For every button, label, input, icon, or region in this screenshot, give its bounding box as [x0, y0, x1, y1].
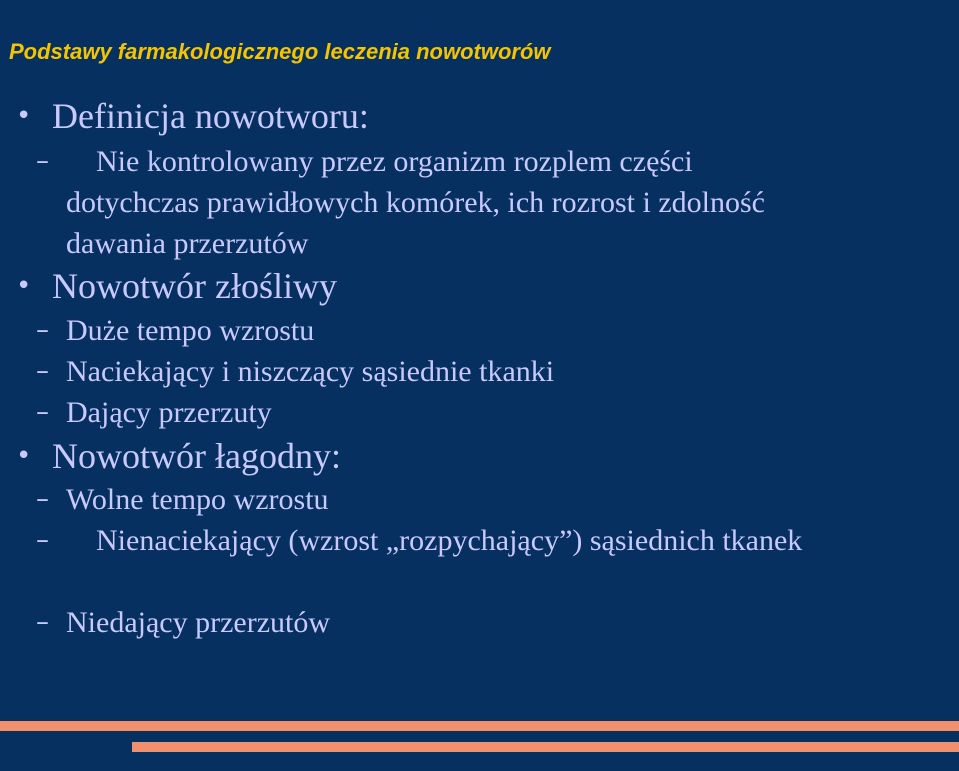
- bullet-marker: •: [16, 271, 32, 301]
- bullet-marker: •: [16, 441, 32, 471]
- sub-bullet-item: [36, 520, 826, 561]
- dash-marker: –: [36, 356, 49, 386]
- sub-bullet-item: [36, 392, 272, 433]
- sub-bullet-item: [36, 479, 329, 520]
- sub-bullet-item: [36, 351, 555, 392]
- bullet-text: Nowotwór złośliwy: [52, 266, 337, 306]
- bullet-item: [16, 96, 369, 136]
- decor-stripe-top: [0, 721, 959, 731]
- sub-bullet-text: Naciekający i niszczący sąsiednie tkanki: [66, 355, 555, 388]
- bullet-text: Definicja nowotworu:: [52, 96, 369, 136]
- bullet-item: [16, 436, 341, 476]
- sub-bullet-text: Dający przerzuty: [66, 396, 272, 429]
- sub-bullet-item: [36, 602, 331, 643]
- bullet-item: [16, 266, 337, 306]
- dash-marker: –: [36, 397, 49, 427]
- decor-stripe-bottom: [132, 742, 959, 752]
- bullet-marker: •: [16, 101, 32, 131]
- dash-marker: –: [36, 525, 49, 555]
- sub-bullet-text: Wolne tempo wzrostu: [66, 483, 329, 516]
- dash-marker: –: [36, 607, 49, 637]
- sub-bullet-text: Nie kontrolowany przez organizm rozplem części dotychczas prawidłowych komórek, ich rozrost i zdolność dawania przerzutów: [66, 145, 765, 260]
- sub-bullet-item: [36, 141, 826, 264]
- bullet-text: Nowotwór łagodny:: [52, 436, 341, 476]
- sub-bullet-text: Niedający przerzutów: [66, 606, 331, 639]
- dash-marker: –: [36, 146, 49, 176]
- slide-title: Podstawy farmakologicznego leczenia nowotworów: [9, 39, 551, 64]
- sub-bullet-text: Nienaciekający (wzrost „rozpychający”) sąsiednich tkanek: [96, 524, 803, 557]
- sub-bullet-item: [36, 310, 315, 351]
- dash-marker: –: [36, 484, 49, 514]
- dash-marker: –: [36, 315, 49, 345]
- sub-bullet-text: Duże tempo wzrostu: [66, 314, 315, 347]
